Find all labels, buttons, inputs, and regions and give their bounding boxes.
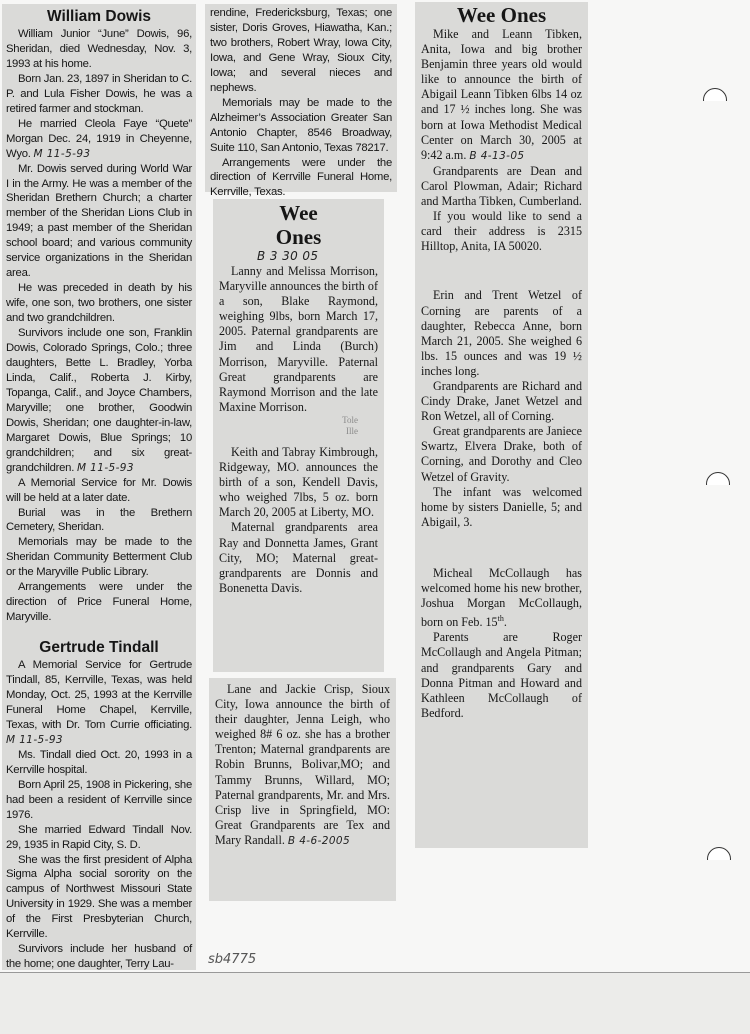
handwritten-date-note: B 4-6-2005 (287, 834, 351, 847)
announcement-paragraph: Grandparents are Richard and Cindy Drake, Janet Wetzel and Ron Wetzel, all of Corning. (421, 378, 582, 424)
announcement-paragraph: Great grandparents are Janiece Swartz, Elvera Drake, both of Corning, and Dorothy and Cleo Wetzel of Gravity. (421, 424, 582, 484)
binder-hole (703, 88, 727, 112)
crisp-birth-announcement (209, 678, 396, 901)
announcement-paragraph: Micheal McCollaugh has welcomed home his new brother, Joshua Morgan McCollaugh, born on Feb. 15th. (421, 565, 582, 630)
announcement-paragraph: Parents are Roger McCollaugh and Angela Pitman; and grandparents Gary and Donna Pitman and Howard and Kathleen McCollaugh of Bedford. (421, 630, 582, 720)
wee-ones-heading: Wee (279, 201, 318, 225)
obituary-paragraph: Born Jan. 23, 1897 in Sheridan to C. P. and Lula Fisher Dowis, he was a retired farmer and stockman. (6, 72, 192, 115)
announcement-paragraph: Lanny and Melissa Morrison, Maryville announces the birth of a son, Blake Raymond, weighing 9lbs, born March 17, 2005. Paternal grandparents are Jim and Linda (Burch) Morrison, Maryville. Paternal Great grandparents are Raymond Morrison and the late Maxine Morrison. (219, 264, 378, 414)
spacer (421, 530, 582, 566)
obituary-william-dowis (2, 4, 196, 970)
obituary-paragraph: Arrangements were under the direction of Price Funeral Home, Maryville. (6, 581, 192, 624)
obituary-title: Gertrude Tindall (39, 639, 159, 657)
binder-hole (707, 847, 731, 871)
obituary-paragraph: He married Cleola Faye “Quete” Morgan Dec. 24, 1919 in Cheyenne, Wyo. M 11-5-93 (6, 117, 192, 160)
handwritten-date-note: M 11-5-93 (33, 147, 91, 160)
faded-scrap-text: Tole Ille (342, 414, 358, 436)
announcement-paragraph: Maternal grandparents area Ray and Donnetta James, Grant City, MO; Maternal great-grandparents are Donnis and Bonenetta Davis. (219, 520, 378, 595)
handwritten-date-note: M 11-5-93 (6, 733, 63, 746)
wee-ones-heading: Wee Ones (456, 3, 547, 27)
obituary-paragraph: Burial was in the Brethern Cemetery, Sheridan. (6, 506, 192, 534)
wee-ones-clipping-1 (213, 199, 384, 672)
obituary-paragraph: rendine, Fredericksburg, Texas; one sister, Doris Groves, Hiawatha, Kan.; two brothers, Robert Wray, Iowa City, Iowa, and Gene Wray, Sioux City, Iowa; and several nieces and nephews. (210, 7, 392, 94)
announcement-paragraph: Mike and Leann Tibken, Anita, Iowa and big brother Benjamin three years old would like to announce the birth of Abigail Leann Tibken 6lbs 14 oz and 17 ½ inches long. She was born at Iowa Methodist Medical Center on March 30, 2005 at 9:42 a.m. B 4-13-05 (421, 27, 582, 162)
handwritten-date-note: M 11-5-93 (76, 461, 134, 474)
announcement-paragraph: Erin and Trent Wetzel of Corning are parents of a daughter, Rebecca Anne, born March 21, 2005. She weighed 6 lbs. 15 ounces and was 19 ½ inches long. (421, 288, 582, 378)
announcement-paragraph: Keith and Tabray Kimbrough, Ridgeway, MO. announces the birth of a son, Kendell Davis, who weighed 7lbs, 5 oz. born March 20, 2005 at Liberty, MO. (219, 444, 378, 520)
handwritten-date-note: B 4-13-05 (469, 149, 525, 162)
page-bottom-margin (0, 972, 750, 1034)
spacer (421, 254, 582, 288)
obituary-paragraph: Survivors include her husband of the home; one daughter, Terry Lau- (6, 943, 192, 971)
obituary-paragraph: Arrangements were under the direction of Kerrville Funeral Home, Kerrville, Texas. (210, 156, 392, 199)
obituary-paragraph: He was preceded in death by his wife, one son, two brothers, one sister and two grandchildren. (6, 282, 192, 325)
obituary-paragraph: Ms. Tindall died Oct. 20, 1993 in a Kerrville hospital. (6, 748, 192, 776)
obituary-paragraph: Memorials may be made to the Sheridan Community Betterment Club or the Maryville Public Library. (6, 536, 192, 579)
obituary-paragraph: William Junior “June” Dowis, 96, Sheridan, died Wednesday, Nov. 3, 1993 at his home. (6, 28, 192, 70)
obituary-paragraph: She married Edward Tindall Nov. 29, 1935 in Rapid City, S. D. (6, 823, 192, 851)
obituary-paragraph: Memorials may be made to the Alzheimer’s Association Greater San Antonio Chapter, 8546 Broadway, Suite 110, San Antonio, Texas 78217. (210, 96, 392, 154)
obituary-paragraph: Mr. Dowis served during World War I in the Army. He was a member of the Sheridan Brethern Church; a charter member of the Sheridan Lions Club in 1949; a past member of the Sheridan school board; and various community service organizations in the Sheridan area. (6, 162, 192, 280)
obituary-paragraph: Born April 25, 1908 in Pickering, she had been a resident of Kerrville since 1976. (6, 778, 192, 821)
obituary-paragraph: She was the first president of Alpha Sigma Alpha social sorority on the campus of Northwest Missouri State University in 1929. She was a member of the First Presbyterian Church, Kerrville. (6, 853, 192, 941)
handwritten-date-note: B 3 30 05 (257, 249, 319, 263)
wee-ones-heading: Ones (275, 225, 322, 249)
announcement-paragraph: Lane and Jackie Crisp, Sioux City, Iowa announce the birth of their daughter, Jenna Leigh, who weighed 8# 6 oz. she has a brother Trenton; Maternal grandparents are Robin Brunns, Bolivar,MO; and Tammy Brunns, Willard, MO; Paternal grandparents, Mr. and Mrs. Crisp live in Springfield, MO: Great Grandparents are Tex and Mary Randall. B 4-6-2005 (215, 682, 390, 847)
obituary-title: William Dowis (46, 8, 152, 25)
handwritten-catalog-code: sb4775 (208, 952, 257, 967)
obituary-paragraph: A Memorial Service for Gertrude Tindall, 85, Kerrville, Texas, was held Monday, Oct. 25, 1993 at the Kerrville Funeral Home Chapel, Kerrville, Texas, with Dr. Tom Currie officiating. M 11-5-93 (6, 659, 192, 746)
obituary-paragraph: A Memorial Service for Mr. Dowis will be held at a later date. (6, 476, 192, 504)
announcement-paragraph: If you would like to send a card their address is 2315 Hilltop, Anita, IA 50020. (421, 209, 582, 254)
obituary-paragraph: Survivors include one son, Franklin Dowis, Colorado Springs, Colo.; three daughters, Bette L. Bradley, Yorba Linda, Calif., Roberta J. Kirby, Topanga, Calif., and Joyce Chambers, Maryville; one brother, Goodwin Dowis, Sheridan; one daughter-in-law, Margaret Dowis, Blue Springs; 10 grandchildren; and six great-grandchildren. M 11-5-93 (6, 327, 192, 474)
announcement-paragraph: Grandparents are Dean and Carol Plowman, Adair; Richard and Martha Tibken, Cumberland. (421, 163, 582, 209)
binder-hole (706, 472, 730, 496)
spacer (6, 625, 192, 639)
wee-ones-clipping-2 (415, 2, 588, 848)
obituary-continuation (205, 4, 397, 199)
announcement-paragraph: The infant was welcomed home by sisters Danielle, 5; and Abigail, 3. (421, 484, 582, 529)
